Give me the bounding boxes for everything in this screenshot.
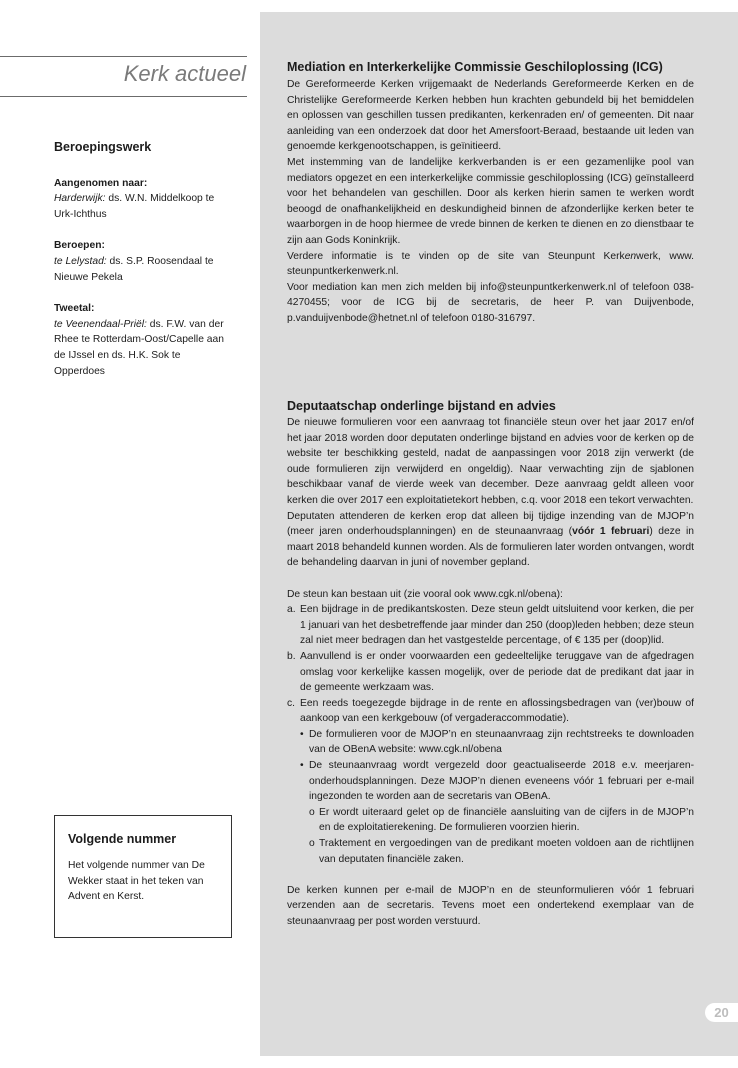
beroepingswerk-block [54,140,234,395]
article-mediation-title: Mediation en Interkerkelijke Commissie Geschiloplossing (ICG) [287,60,663,74]
p2-deadline: vóór 1 februari [572,526,650,538]
beroepen-entry [54,254,234,285]
bullet-icon: • [300,760,304,772]
subbullet-item [309,805,694,836]
bullet-text: De steunaanvraag wordt vergezeld door geactualiseerde 2018 e.v. meerjaren-onderhoudsplanningen. Deze MJOP’n dienen eveneens vóór 1 februari per e-mail ingezonden te worden aan de secretaris van OBenA. [309,760,694,803]
list-text: Aanvullend is er onder voorwaarden een gedeeltelijke teruggave van de afgedragen omslag voor kerkelijke kassen mogelijk, over de periode dat de predikant dat jaar in de gemeente werkzaam was. [300,650,694,694]
tweetal-place: te Veenendaal-Priël: [54,318,147,330]
spacer [287,571,694,587]
list-marker: b. [287,650,296,662]
aangenomen-text: ds. W.N. Middelkoop te Urk-Ichthus [54,193,215,220]
list-item [287,649,694,696]
article-deputaatschap-p4: De kerken kunnen per e-mail de MJOP’n en de steunformulieren vóór 1 februari verzenden aan de secretaris. Tevens moet een ondertekend exemplaar van de steunaanvraag per post worden verstuurd. [287,884,694,927]
beroepen-label: Beroepen: [54,240,105,252]
top-rule [0,56,247,57]
article-mediation-p2: Met instemming van de landelijke kerkverbanden is er een gezamenlijke pool van mediators opgezet en een interkerkelijke commissie geschiloplossing (ICG) geïnstalleerd voor het behandelen van geschillen. Door als kerken hierin samen te werken wordt beoogd de onafhankelijkheid en deskundigheid binnen de afzonderlijke kerken beter te waarborgen in de hoop hiermee de vrede binnen de kerken te dienen en zo dienstbaar te zijn aan Gods Koninkrijk. [287,156,694,246]
article-deputaatschap-p2 [287,509,694,571]
page-number: 20 [705,1003,738,1022]
p2-part-a: Deputaten attenderen de kerken erop dat alleen bij tijdige inzending van de MJOP’n (meer jaren onderhoudsplanningen) en de steunaanvraag ( [287,510,694,538]
p3-text: De steun kan bestaan uit (zie vooral ook www.cgk.nl/obena): [287,588,563,600]
subbullet-item [309,836,694,867]
p3-part-a: Verdere informatie is te vinden op de site van Steunpunt Kerk [287,250,625,262]
beroepen-place: te Lelystad: [54,255,107,267]
beroepen-text: ds. S.P. Roosendaal te Nieuwe Pekela [54,255,214,283]
volgende-nummer-box [54,815,232,938]
article-deputaatschap-p1: De nieuwe formulieren voor een aanvraag tot financiële steun over het jaar 2017 en/of het jaar 2018 worden door deputaten onderlinge bijstand en advies voor de kerken op de website ter beschikking gesteld, nadat de aanpassingen voor 2018 zijn verwerkt (de oude formulieren zijn verwijderd en ongeldig). Naar verwachting zijn de sjablonen beschikbaar vanaf de vierde week van december. Deze aanvraag geldt alleen voor kerken die over 2017 een exploitatietekort hebben, c.q. voor 2018 een tekort verwachten. [287,417,694,506]
beroepingswerk-heading: Beroepingswerk [54,140,152,154]
tweetal-label: Tweetal: [54,303,95,315]
tweetal-text: ds. F.W. van der Rhee te Rotterdam-Oost/Capelle aan de IJssel en ds. H.K. Sok te Opperdoes [54,318,224,377]
article-mediation-p3 [287,249,694,280]
p3-part-b: werk, www. steunpuntkerkenwerk.nl. [287,250,694,278]
circle-bullet-icon: o [309,806,315,818]
list-marker: a. [287,604,296,616]
aangenomen-place: Harderwijk: [54,193,106,205]
bullet-item [300,758,694,805]
bullet-text: De formulieren voor de MJOP’n en steunaanvraag zijn rechtstreeks te downloaden van de OBenA website: www.cgk.nl/obena [309,728,694,756]
article-mediation-p1: De Gereformeerde Kerken vrijgemaakt de Nederlands Gereformeerde Kerken en de Christelijke Gereformeerde Kerken hebben hun krachten gebundeld bij het bemiddelen en oplossen van geschillen tussen predikanten, kerkenraden en/ of gemeenten. Dit naar aanleiding van een onderzoek dat door het Amersfoort-Beraad, bestaande uit leden van genoemde kerkgenootschappen, is geïnitieerd. [287,79,694,153]
list-marker: c. [287,697,296,709]
subbullet-text: Er wordt uiteraard gelet op de financiële aansluiting van de cijfers in de MJOP’n en de exploitatierekening. De formulieren voorzien hierin. [319,806,694,834]
list-item [287,696,694,727]
bullet-item [300,727,694,758]
aangenomen-label: Aangenomen naar: [54,177,148,189]
list-text: Een bijdrage in de predikantskosten. Deze steun geldt uitsluitend voor kerken, die per 1 januari van het desbetreffende jaar minder dan 250 (doop)leden hebben; deze steun zal niet meer bedragen dan het vastgestelde percentage, of € 135 per (doop)lid. [300,604,694,647]
bullet-icon: • [300,728,304,740]
subbullet-text: Traktement en vergoedingen van de predikant moeten voldoen aan de richtlijnen van deputaten financiële zaken. [319,838,694,865]
bottom-rule [0,96,247,97]
volgende-nummer-title: Volgende nummer [68,832,177,846]
list-item [287,602,694,649]
volgende-nummer-text: Het volgende nummer van De Wekker staat in het teken van Advent en Kerst. [68,860,205,903]
article-mediation-p4: Voor mediation kan men zich melden bij info@steunpuntkerkenwerk.nl of telefoon 038-4270455; voor de ICG bij de secretaris, de heer P. van Duijvenbode, p.vanduijvenbode@hetnet.nl of telefoon 0180-316797. [287,281,694,324]
section-title: Kerk actueel [123,61,246,86]
circle-bullet-icon: o [309,838,315,850]
p3-emphasis: en [624,250,637,262]
spacer [287,867,694,883]
article-deputaatschap [287,399,694,930]
article-mediation [287,60,694,327]
p2-part-b: ) deze in maart 2018 behandeld kunnen worden. Als de formulieren later worden ontvangen, wordt de behandeling daarvan in juni of november gepland. [287,526,695,569]
aangenomen-entry [54,191,234,222]
tweetal-entry [54,317,234,379]
article-deputaatschap-p3 [287,587,694,603]
list-text: Een reeds toegezegde bijdrage in de rente en aflossingsbedragen van (ver)bouw of aankoop van een kerkgebouw (of vergaderaccommodatie). [300,697,694,725]
sidebar [0,0,260,1068]
article-deputaatschap-title: Deputaatschap onderlinge bijstand en advies [287,399,556,413]
